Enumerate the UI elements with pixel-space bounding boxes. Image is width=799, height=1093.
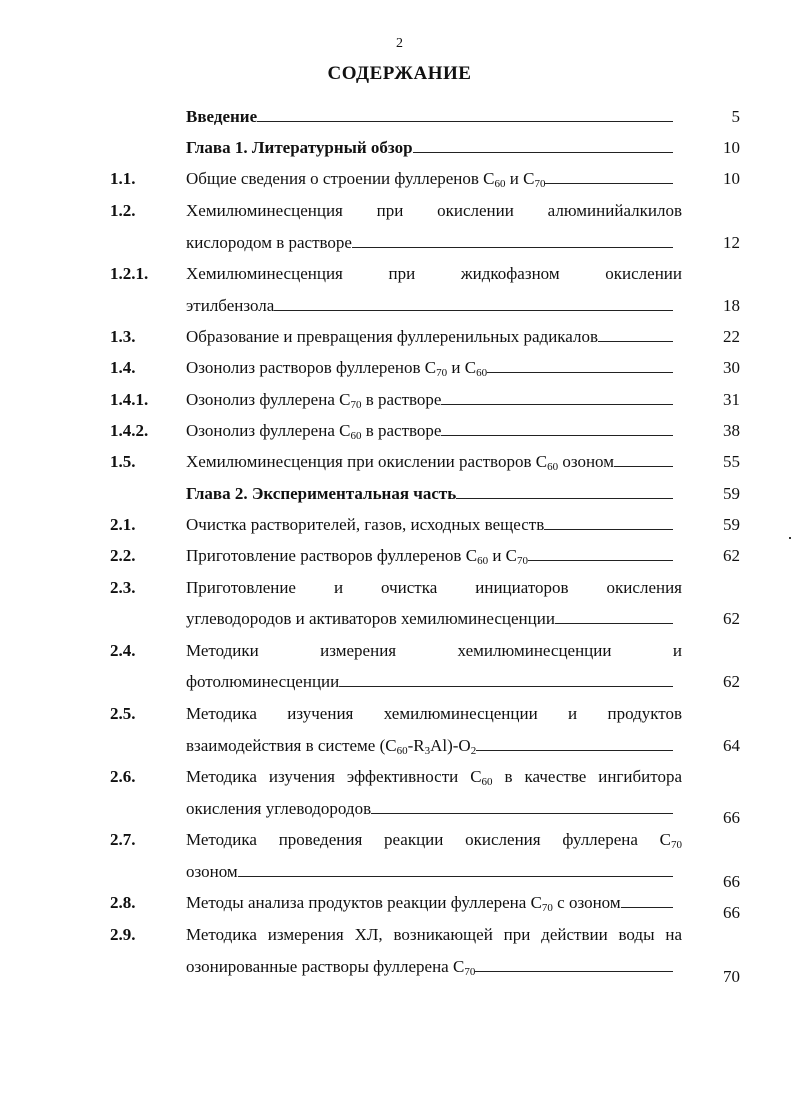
- toc-page-number: 22: [723, 327, 740, 346]
- toc-page-number: 62: [723, 672, 740, 691]
- toc-entry-title: озонированные растворы фуллерена $C_{70}$: [186, 957, 673, 977]
- dot-leader: [555, 622, 673, 624]
- toc-entry-title: этилбензола: [186, 296, 673, 316]
- toc-page-number: 10: [723, 169, 740, 188]
- dot-leader: [371, 812, 673, 814]
- toc-page-number: 62: [723, 546, 740, 565]
- toc-entry-title: Озонолиз фуллерена $C_{60}$ в растворе: [186, 421, 673, 441]
- dot-leader: [598, 340, 673, 342]
- toc-entry-number: 2.2.: [110, 546, 136, 565]
- toc-entry-title: Приготовление и очистка инициаторов окисления: [186, 578, 682, 597]
- toc-entry-title: Общие сведения о строении фуллеренов $C_{60}$ и $C_{70}$: [186, 169, 673, 189]
- page-number: 2: [396, 36, 403, 51]
- toc-page-number: 66: [723, 808, 740, 827]
- dot-leader: [528, 559, 673, 561]
- toc-entry-number: 2.7.: [110, 830, 136, 849]
- toc-entry-title: взаимодействия в системе $(C_{60}-R_3Al)-O_2$: [186, 736, 673, 756]
- toc-page-number: 30: [723, 358, 740, 377]
- dot-leader: [413, 151, 673, 153]
- toc-entry-number: 1.5.: [110, 452, 136, 471]
- toc-entry-number: 2.8.: [110, 893, 136, 912]
- toc-page-number: 62: [723, 609, 740, 628]
- toc-page-number: 66: [723, 903, 740, 922]
- toc-entry-number: 2.5.: [110, 704, 136, 723]
- toc-page-number: 5: [731, 107, 740, 126]
- dot-leader: [441, 434, 673, 436]
- toc-entry-title: Образование и превращения фуллеренильных радикалов: [186, 327, 673, 347]
- toc-entry-number: 1.4.1.: [110, 390, 149, 409]
- toc-entry-number: 2.1.: [110, 515, 136, 534]
- dot-leader: [257, 120, 673, 122]
- dot-leader: [441, 403, 673, 405]
- toc-page-number: 18: [723, 296, 740, 315]
- toc-entry-title: углеводородов и активаторов хемилюминесценции: [186, 609, 673, 629]
- dot-leader: [545, 182, 673, 184]
- toc-entry-title: Озонолиз растворов фуллеренов $C_{70}$ и $C_{60}$: [186, 358, 673, 378]
- toc-page-number: 70: [723, 967, 740, 986]
- toc-entry-number: 2.9.: [110, 925, 136, 944]
- toc-entry-title: Глава 2. Экспериментальная часть: [186, 484, 673, 504]
- toc-page-number: 55: [723, 452, 740, 471]
- toc-entry-title: Озонолиз фуллерена $C_{70}$ в растворе: [186, 390, 673, 410]
- dot-leader: [339, 685, 673, 687]
- dot-leader: [487, 371, 673, 373]
- toc-entry-title: Методика измерения ХЛ, возникающей при действии воды на: [186, 925, 682, 944]
- dot-leader: [274, 309, 673, 311]
- toc-entry-title: Хемилюминесценция при окислении алюминийалкилов: [186, 201, 682, 220]
- toc-page-number: 10: [723, 138, 740, 157]
- toc-entry-title: Хемилюминесценция при окислении растворов $C_{60}$ озоном: [186, 452, 673, 472]
- toc-entry-title: Методика изучения эффективности $C_{60}$ в качестве ингибитора: [186, 767, 682, 788]
- toc-entry-title: Очистка растворителей, газов, исходных веществ: [186, 515, 673, 535]
- scan-speck: [789, 537, 791, 539]
- toc-entry-title: Методы анализа продуктов реакции фуллерена $C_{70}$ с озоном: [186, 893, 673, 913]
- dot-leader: [238, 875, 673, 877]
- toc-entry-title: Введение: [186, 107, 673, 127]
- dot-leader: [456, 497, 673, 499]
- toc-entry-title: озоном: [186, 862, 673, 882]
- toc-entry-number: 2.4.: [110, 641, 136, 660]
- toc-entry-title: кислородом в растворе: [186, 233, 673, 253]
- toc-page-number: 59: [723, 484, 740, 503]
- toc-entry-title: Методика изучения хемилюминесценции и продуктов: [186, 704, 682, 723]
- toc-entry-number: 1.2.: [110, 201, 136, 220]
- page-title: СОДЕРЖАНИЕ: [327, 63, 472, 84]
- toc-entry-title: Хемилюминесценция при жидкофазном окислении: [186, 264, 682, 283]
- dot-leader: [544, 528, 673, 530]
- dot-leader: [621, 906, 673, 908]
- toc-entry-title: Глава 1. Литературный обзор: [186, 138, 673, 158]
- toc-page-number: 64: [723, 736, 740, 755]
- toc-entry-title: Методика проведения реакции окисления фуллерена $C_{70}$: [186, 830, 682, 851]
- dot-leader: [352, 246, 673, 248]
- toc-entry-title: Методики измерения хемилюминесценции и: [186, 641, 682, 660]
- toc-entry-number: 1.1.: [110, 169, 136, 188]
- toc-entry-number: 1.2.1.: [110, 264, 149, 283]
- toc-entry-number: 1.4.: [110, 358, 136, 377]
- toc-page-number: 59: [723, 515, 740, 534]
- toc-page-number: 66: [723, 872, 740, 891]
- toc-entry-number: 1.3.: [110, 327, 136, 346]
- toc-entry-number: 2.6.: [110, 767, 136, 786]
- toc-entry-number: 1.4.2.: [110, 421, 149, 440]
- toc-entry-title: фотолюминесценции: [186, 672, 673, 692]
- dot-leader: [475, 970, 673, 972]
- dot-leader: [614, 465, 673, 467]
- dot-leader: [476, 749, 673, 751]
- toc-page-number: 38: [723, 421, 740, 440]
- toc-page-number: 31: [723, 390, 740, 409]
- toc-page-number: 12: [723, 233, 740, 252]
- toc-entry-title: Приготовление растворов фуллеренов $C_{60}$ и $C_{70}$: [186, 546, 673, 566]
- toc-entry-title: окисления углеводородов: [186, 799, 673, 819]
- toc-entry-number: 2.3.: [110, 578, 136, 597]
